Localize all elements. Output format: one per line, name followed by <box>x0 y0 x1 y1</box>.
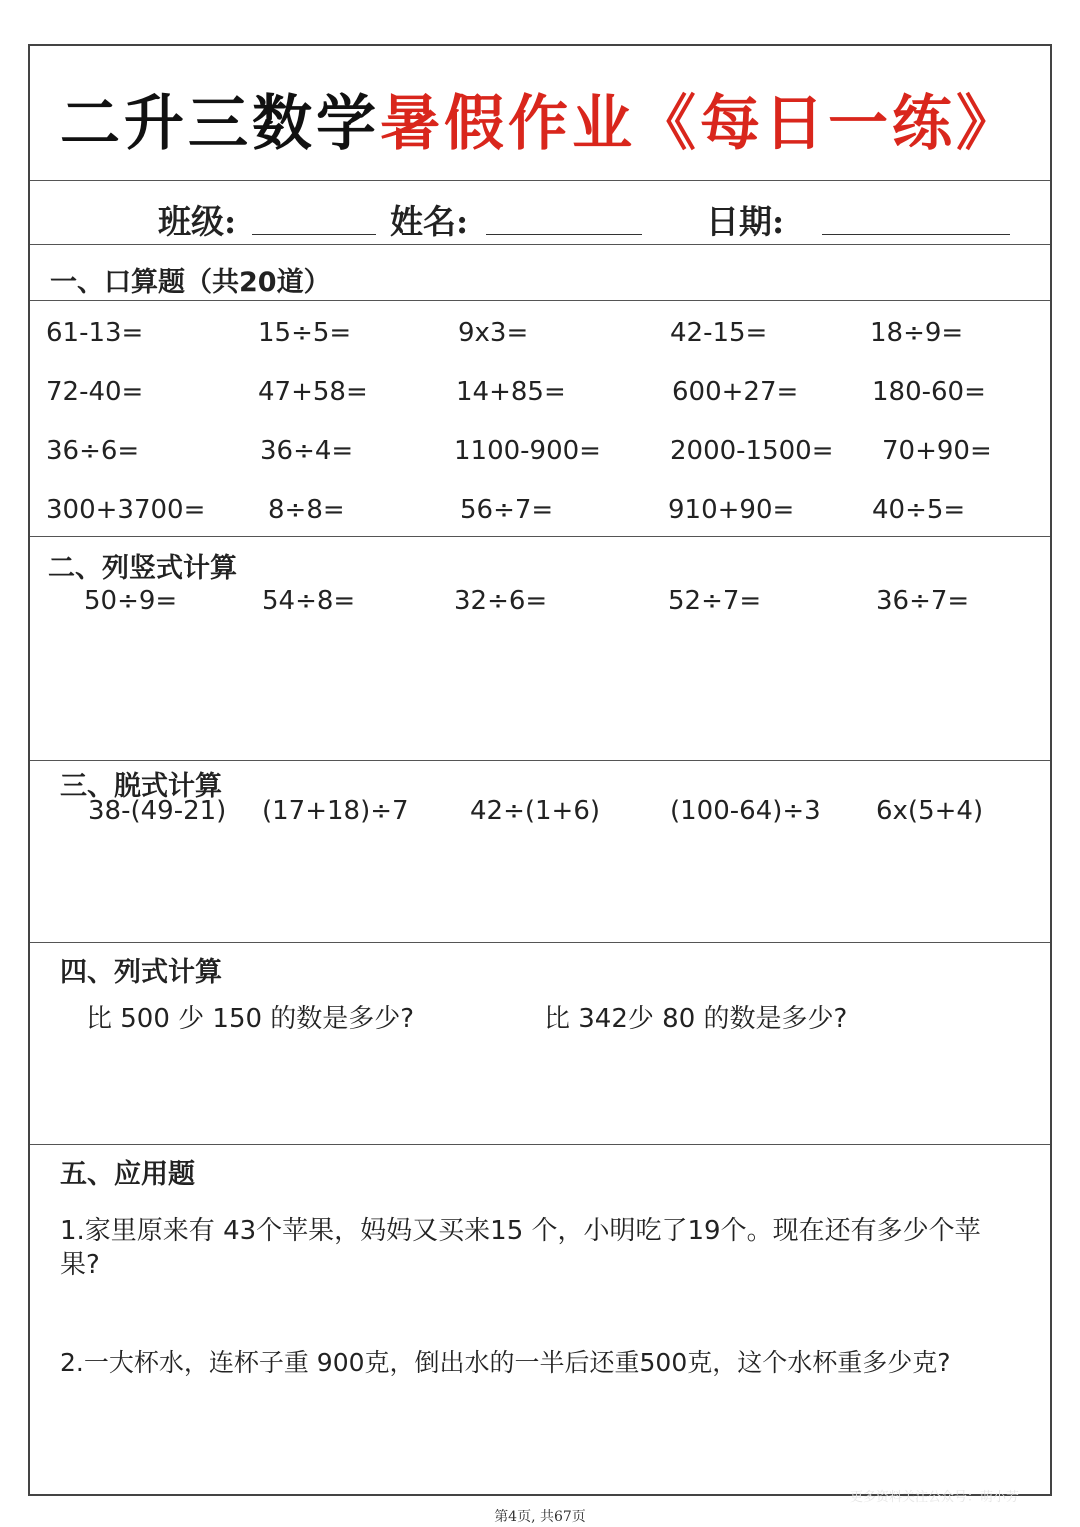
stepwise-problem: 6x(5+4) <box>876 796 984 826</box>
oral-problem: 9x3= <box>458 318 529 348</box>
oral-problem: 1100-900= <box>454 436 601 466</box>
oral-problem: 910+90= <box>668 495 795 525</box>
section-3-heading: 三、脱式计算 <box>60 771 222 802</box>
oral-problem: 36÷6= <box>46 436 140 466</box>
vertical-problem: 36÷7= <box>876 586 970 616</box>
oral-problem: 8÷8= <box>268 495 345 525</box>
oral-problem: 600+27= <box>672 377 799 407</box>
section-2-heading: 二、列竖式计算 <box>48 553 237 584</box>
title-red: 暑假作业《每日一练》 <box>380 89 1020 159</box>
class-label: 班级: <box>158 202 237 241</box>
oral-problem: 61-13= <box>46 318 144 348</box>
oral-problem: 180-60= <box>872 377 986 407</box>
oral-problem: 70+90= <box>882 436 992 466</box>
vertical-problem: 52÷7= <box>668 586 762 616</box>
page-footer: 第4页, 共67页 <box>494 1509 586 1525</box>
vertical-problem: 50÷9= <box>84 586 178 616</box>
oral-problem: 72-40= <box>46 377 144 407</box>
watermark: 更多资料关注公众号：萌小芳 <box>850 1490 1020 1505</box>
oral-problem: 47+58= <box>258 377 368 407</box>
name-label: 姓名: <box>390 202 469 241</box>
oral-problem: 15÷5= <box>258 318 352 348</box>
date-field[interactable] <box>822 234 1010 235</box>
stepwise-problem: (17+18)÷7 <box>262 796 409 826</box>
page-title <box>30 76 1050 162</box>
divider <box>30 180 1050 181</box>
divider <box>30 300 1050 301</box>
date-label: 日期: <box>706 202 785 241</box>
class-field[interactable] <box>252 234 376 235</box>
oral-problem: 18÷9= <box>870 318 964 348</box>
oral-problem: 42-15= <box>670 318 768 348</box>
stepwise-problem: (100-64)÷3 <box>670 796 821 826</box>
expression-problem: 比 500 少 150 的数是多少? <box>86 1004 415 1034</box>
divider <box>30 244 1050 245</box>
vertical-problem: 32÷6= <box>454 586 548 616</box>
section-1-heading: 一、口算题（共20道） <box>50 267 331 298</box>
title-black: 二升三数学 <box>60 89 380 159</box>
word-problem: 2.一大杯水，连杯子重 900克，倒出水的一半后还重500克，这个水杯重多少克? <box>60 1348 951 1377</box>
oral-problem: 40÷5= <box>872 495 966 525</box>
worksheet <box>28 44 1052 1496</box>
divider <box>30 1144 1050 1145</box>
name-field[interactable] <box>486 234 642 235</box>
oral-problem: 36÷4= <box>260 436 354 466</box>
divider <box>30 536 1050 537</box>
divider <box>30 760 1050 761</box>
oral-problem: 2000-1500= <box>670 436 834 466</box>
expression-problem: 比 342少 80 的数是多少? <box>544 1004 848 1034</box>
word-problem: 1.家里原来有 43个苹果，妈妈又买来15 个，小明吃了19个。现在还有多少个苹果? <box>60 1216 981 1280</box>
stepwise-problem: 42÷(1+6) <box>470 796 601 826</box>
vertical-problem: 54÷8= <box>262 586 356 616</box>
section-5-heading: 五、应用题 <box>60 1159 195 1190</box>
oral-problem: 300+3700= <box>46 495 206 525</box>
divider <box>30 942 1050 943</box>
oral-problem: 56÷7= <box>460 495 554 525</box>
oral-problem: 14+85= <box>456 377 566 407</box>
stepwise-problem: 38-(49-21) <box>88 796 227 826</box>
section-4-heading: 四、列式计算 <box>60 957 222 988</box>
